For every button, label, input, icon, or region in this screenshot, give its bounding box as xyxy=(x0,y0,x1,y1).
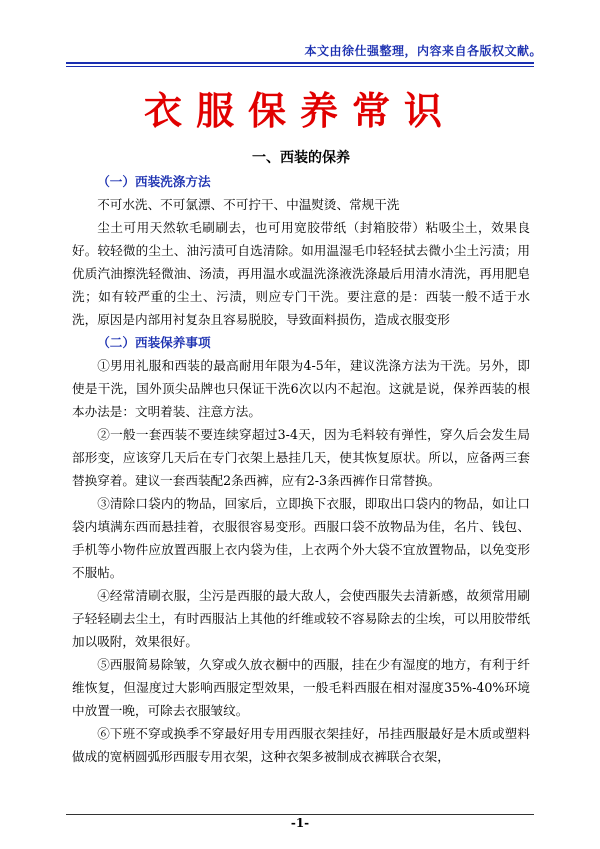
paragraph: ④经常清刷衣服，尘污是西服的最大敌人，会使西服失去清新感，故须常用刷子轻轻刷去尘土，有时西服沾上其他的纤维或较不容易除去的尘埃，可以用胶带纸加以吸附，效果很好。 xyxy=(72,588,530,649)
paragraph: ⑥下班不穿或换季不穿最好用专用西服衣架挂好，吊挂西服最好是木质或塑料做成的宽柄圆弧形西服专用衣架，这种衣架多被制成衣裤联合衣架， xyxy=(72,726,530,764)
header-rule xyxy=(66,62,534,64)
subsection-title-washing: （一）西装洗涤方法 xyxy=(97,174,211,189)
subsection-title-care: （二）西装保养事项 xyxy=(97,335,211,350)
header-rule-thin xyxy=(66,66,534,67)
page-number: -1- xyxy=(290,816,310,830)
document-title: 衣服保养常识 xyxy=(143,88,456,133)
paragraph: ②一般一套西装不要连续穿超过3-4天，因为毛料较有弹性，穿久后会发生局部形变，应该穿几天后在专门衣架上悬挂几天，使其恢复原状。所以，应备两三套替换穿着。建议一套西装配2条西裤，应有2-3条西裤作日常替换。 xyxy=(72,427,530,488)
paragraph: ③清除口袋内的物品，回家后，立即换下衣服，即取出口袋内的物品，如让口袋内填满东西而悬挂着，衣服很容易变形。西服口袋不放物品为佳，名片、钱包、手机等小物件应放置西服上衣内袋为佳，上衣两个外大袋不宜放置物品，以免变形不服帖。 xyxy=(72,496,530,580)
header-note: 本文由徐仕强整理，内容来自各版权文献。 xyxy=(304,44,542,58)
paragraph: ⑤西服简易除皱，久穿或久放衣橱中的西服，挂在少有湿度的地方，有利于纤维恢复，但湿度过大影响西服定型效果，一般毛料西服在相对湿度35%-40%环境中放置一晚，可除去衣服皱纹。 xyxy=(72,657,530,718)
paragraph: ①男用礼服和西装的最高耐用年限为4-5年，建议洗涤方法为干洗。另外，即使是干洗，国外顶尖品牌也只保证干洗6次以内不起泡。这就是说，保养西装的根本办法是：文明着装、注意方法。 xyxy=(72,358,530,419)
section-title: 一、西装的保养 xyxy=(252,150,350,166)
paragraph: 尘土可用天然软毛刷刷去，也可用宽胶带纸（封箱胶带）粘吸尘土，效果良好。较轻微的尘土、油污渍可自选清除。如用温湿毛巾轻轻拭去微小尘土污渍；用优质汽油擦洗轻微油、汤渍，再用温水或温洗涤液洗涤最后用清水清洗，再用肥皂洗；如有较严重的尘土、污渍，则应专门干洗。要注意的是：西装一般不适于水洗，原因是内部用衬复杂且容易脱胶，导致面料损伤，造成衣服变形 xyxy=(72,220,530,327)
footer-rule xyxy=(66,814,534,815)
paragraph: 不可水洗、不可氯漂、不可拧干、中温熨烫、常规干洗 xyxy=(97,197,400,212)
content-body xyxy=(72,146,530,768)
